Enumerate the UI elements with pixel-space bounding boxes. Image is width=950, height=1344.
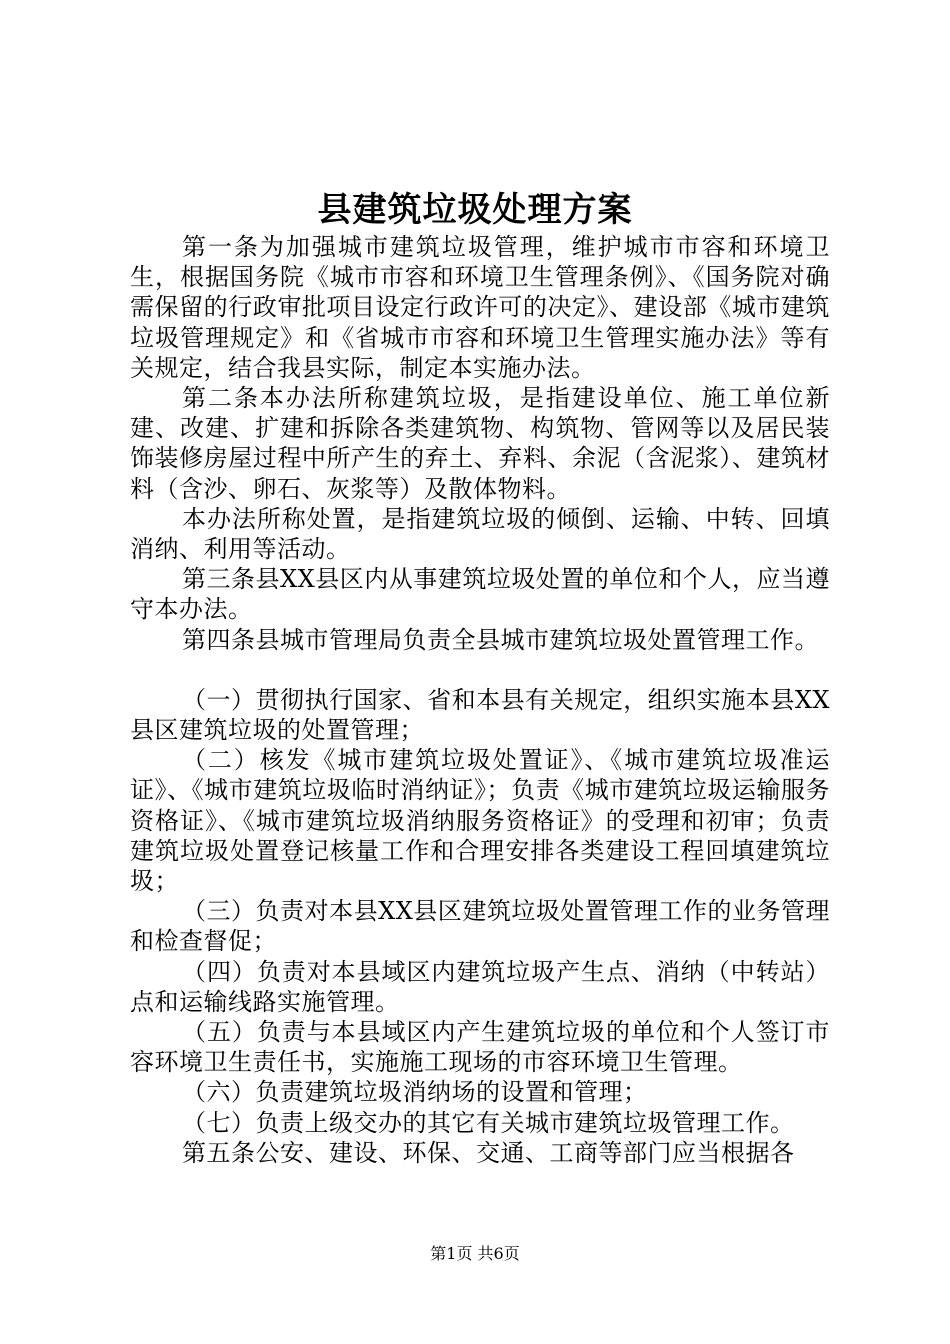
paragraph-article-1: 第一条为加强城市建筑垃圾管理，维护城市市容和环境卫生，根据国务院《城市市容和环境卫生管理条例》、《国务院对确需保留的行政审批项目设定行政许可的决定》、建设部《城市建筑垃圾管理规定》和《省城市市容和环境卫生管理实施办法》等有关规定，结合我县实际，制定本实施办法。 xyxy=(130,233,830,382)
paragraph-article-4: 第四条县城市管理局负责全县城市建筑垃圾处置管理工作。 xyxy=(182,625,819,654)
page-footer: 第1页 共6页 xyxy=(430,1244,520,1263)
paragraph-article-3: 第三条县XX县区内从事建筑垃圾处置的单位和个人，应当遵守本办法。 xyxy=(130,565,830,624)
paragraph-item-7: （七）负责上级交办的其它有关城市建筑垃圾管理工作。 xyxy=(182,1108,795,1137)
paragraph-item-2: （二）核发《城市建筑垃圾处置证》、《城市建筑垃圾准运证》、《城市建筑垃圾临时消纳证》；负责《城市建筑垃圾运输服务资格证》、《城市建筑垃圾消纳服务资格证》的受理和初审；负责建筑垃圾处置登记核量工作和合理安排各类建设工程回填建筑垃圾； xyxy=(130,746,830,896)
page-title: 县建筑垃圾处理方案 xyxy=(317,190,633,230)
document-body xyxy=(130,232,830,1168)
paragraph-disposal-definition: 本办法所称处置，是指建筑垃圾的倾倒、运输、中转、回填消纳、利用等活动。 xyxy=(130,504,830,564)
paragraph-item-3: （三）负责对本县XX县区建筑垃圾处置管理工作的业务管理和检查督促； xyxy=(130,897,830,956)
paragraph-article-5: 第五条公安、建设、环保、交通、工商等部门应当根据各 xyxy=(182,1138,795,1167)
paragraph-item-5: （五）负责与本县域区内产生建筑垃圾的单位和个人签订市容环境卫生责任书，实施施工现场的市容环境卫生管理。 xyxy=(130,1018,830,1077)
paragraph-item-6: （六）负责建筑垃圾消纳场的设置和管理； xyxy=(182,1078,648,1107)
paragraph-article-2: 第二条本办法所称建筑垃圾，是指建设单位、施工单位新建、改建、扩建和拆除各类建筑物、构筑物、管网等以及居民装饰装修房屋过程中所产生的弃土、弃料、余泥（含泥浆）、建筑材料（含沙、卵石、灰浆等）及散体物料。 xyxy=(130,384,830,503)
paragraph-item-1: （一）贯彻执行国家、省和本县有关规定，组织实施本县XX县区建筑垃圾的处置管理； xyxy=(130,685,830,745)
paragraph-item-4: （四）负责对本县域区内建筑垃圾产生点、消纳（中转站）点和运输线路实施管理。 xyxy=(130,957,830,1016)
